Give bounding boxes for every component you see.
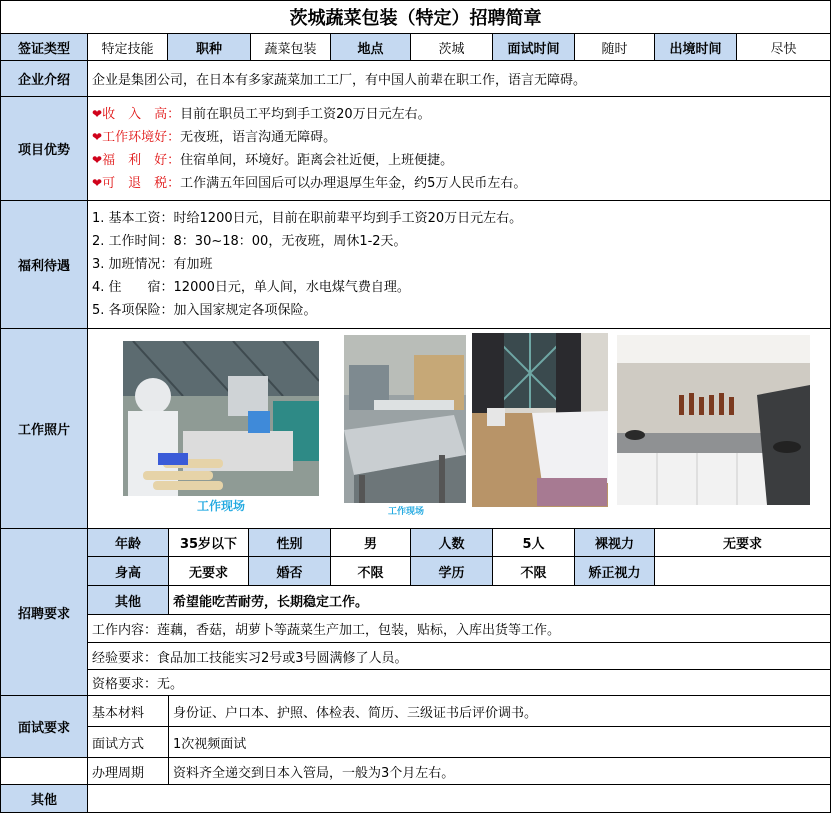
photo-caption: 工作现场 [196,499,245,513]
height-label: 身高 [88,557,169,586]
location-value: 茨城 [411,34,493,61]
photos-label: 工作照片 [1,329,88,529]
heart-icon: ❤ [92,106,103,121]
qualification-requirement: 资格要求：无。 [88,670,831,696]
other-req-value: 希望能吃苦耐劳，长期稳定工作。 [169,586,831,615]
benefits-label: 福利待遇 [1,201,88,329]
departure-value: 尽快 [737,34,831,61]
advantage-item: ❤可 退 税：工作满五年回国后可以办理退厚生年金，约5万人民币左右。 [92,175,527,191]
advantage-item: ❤收 入 高：目前在职员工平均到手工资20万日元左右。 [92,106,431,122]
kitchen-photo [617,335,810,505]
materials-value: 身份证、户口本、护照、体检表、简历、三级证书后评价调书。 [169,696,831,727]
location-label: 地点 [331,34,411,61]
heart-icon: ❤ [92,175,103,190]
page-title: 茨城蔬菜包装（特定）招聘简章 [1,1,831,34]
benefit-item: 5. 各项保险：加入国家规定各项保险。 [92,303,317,318]
age-label: 年龄 [88,529,169,557]
benefit-item: 3. 加班情况：有加班 [92,257,213,272]
heart-icon: ❤ [92,129,103,144]
other-value [88,785,831,813]
period-value: 资料齐全递交到日本入管局，一般为3个月左右。 [169,758,831,785]
gender-label: 性别 [249,529,331,557]
method-label: 面试方式 [88,727,169,758]
education-value: 不限 [493,557,575,586]
interview-time-value: 随时 [575,34,655,61]
benefit-item: 4. 住 宿：12000日元，单人间，水电煤气费自理。 [92,280,410,295]
marital-label: 婚否 [249,557,331,586]
naked-vision-label: 裸视力 [575,529,655,557]
job-value: 蔬菜包装 [251,34,331,61]
company-label: 企业介绍 [1,61,88,97]
advantage-item: ❤工作环境好：无夜班，语言沟通无障碍。 [92,129,337,145]
heart-icon: ❤ [92,152,103,167]
method-value: 1次视频面试 [169,727,831,758]
education-label: 学历 [411,557,493,586]
naked-vision-value: 无要求 [655,529,831,557]
photo-caption: 工作现场 [387,507,424,517]
height-value: 无要求 [169,557,249,586]
company-text: 企业是集团公司，在日本有多家蔬菜加工工厂，有中国人前辈在职工作，语言无障碍。 [88,61,831,97]
count-label: 人数 [411,529,493,557]
corrected-vision-label: 矫正视力 [575,557,655,586]
visa-label: 签证类型 [1,34,88,61]
interview-time-label: 面试时间 [493,34,575,61]
materials-label: 基本材料 [88,696,169,727]
period-side-cell [1,758,88,785]
advantage-item: ❤福 利 好：住宿单间，环境好。距离会社近便，上班便捷。 [92,152,454,168]
corrected-vision-value [655,557,831,586]
interview-label: 面试要求 [1,696,88,758]
requirements-label: 招聘要求 [1,529,88,696]
age-value: 35岁以下 [169,529,249,557]
advantages-list [88,97,831,201]
other-label: 其他 [1,785,88,813]
experience-requirement: 经验要求：食品加工技能实习2号或3号圆满修了人员。 [88,643,831,670]
benefits-list [88,201,831,329]
marital-value: 不限 [331,557,411,586]
period-label: 办理周期 [88,758,169,785]
other-req-label: 其他 [88,586,169,615]
count-value: 5人 [493,529,575,557]
benefit-item: 1. 基本工资：时给1200日元，目前在职前辈平均到手工资20万日元左右。 [92,211,523,226]
departure-label: 出境时间 [655,34,737,61]
job-label: 职种 [168,34,251,61]
gender-value: 男 [331,529,411,557]
workshop-table-photo [344,335,466,503]
visa-value: 特定技能 [88,34,168,61]
advantages-label: 项目优势 [1,97,88,201]
work-content: 工作内容：莲藕，香菇，胡萝卜等蔬菜生产加工，包装，贴标，入库出货等工作。 [88,615,831,643]
factory-worker-photo [123,341,319,496]
benefit-item: 2. 工作时间：8：30~18：00，无夜班，周休1-2天。 [92,234,407,249]
dorm-room-photo [472,333,608,507]
